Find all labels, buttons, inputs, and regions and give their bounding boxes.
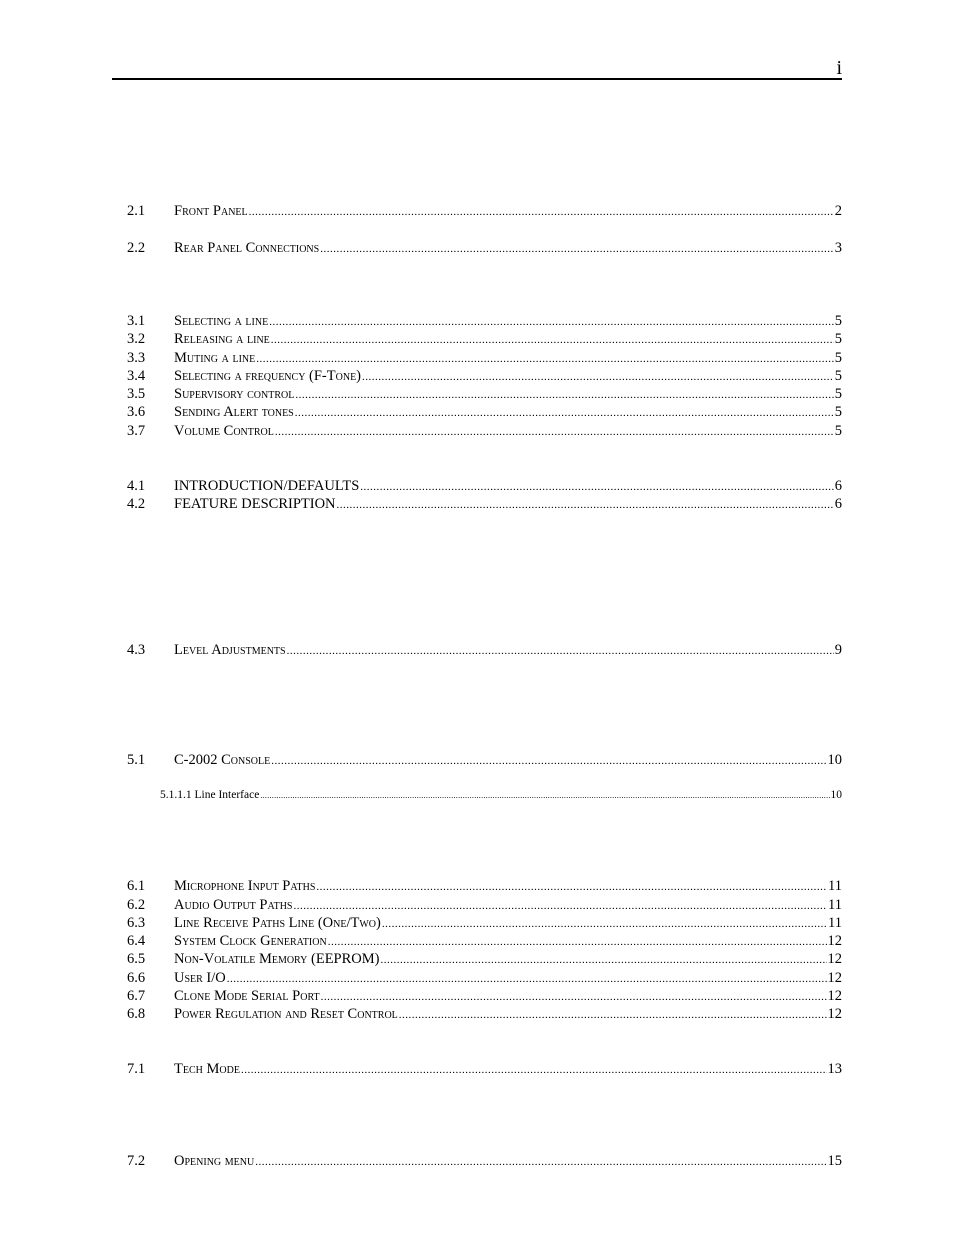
toc-entry-page: 5 [834,404,842,420]
toc-dot-leader [241,1061,827,1079]
toc-entry-page: 12 [827,970,842,986]
toc-entry-number: 4.3 [127,642,146,658]
toc-entry[interactable] [127,385,842,404]
toc-entry-page: 5 [834,386,842,402]
toc-dot-leader [271,752,826,770]
toc-entry-number: 6.5 [127,951,146,967]
toc-entry-title: Microphone Input Paths [174,878,316,894]
toc-entry-number: 3.5 [127,386,146,402]
toc-entry-title: Level Adjustments [174,642,286,658]
toc-entry-number: 6.2 [127,897,146,913]
toc-entry[interactable] [127,987,842,1006]
toc-entry-title: Power Regulation and Reset Control [174,1006,398,1022]
toc-entry-title: Tech Mode [174,1061,240,1077]
toc-entry[interactable] [127,1152,842,1171]
toc-entry-number: 3.2 [127,331,146,347]
toc-entry[interactable] [127,932,842,951]
toc-dot-leader [249,203,834,221]
toc-entry-title: Non-Volatile Memory (EEPROM) [174,951,380,967]
toc-entry-page: 13 [827,1061,842,1077]
toc-entry-number: 6.3 [127,915,146,931]
toc-entry-number: 5.1 [127,752,146,768]
toc-entry-number: 3.7 [127,423,146,439]
toc-entry-page: 5 [834,423,842,439]
toc-entry-number: 2.2 [127,240,146,256]
toc-entry-page: 12 [827,933,842,949]
toc-entry-page: 12 [827,988,842,1004]
toc-entry[interactable] [127,1060,842,1079]
toc-entry-title: INTRODUCTION/DEFAULTS [174,478,360,494]
toc-entry-number: 7.2 [127,1153,146,1169]
toc-dot-leader [362,368,834,386]
toc-entry-title: FEATURE DESCRIPTION [174,496,336,512]
toc-dot-leader [271,331,834,349]
toc-entry[interactable] [127,914,842,933]
toc-entry-page: 6 [834,496,842,512]
toc-entry-title: C-2002 Console [174,752,271,768]
toc-entry-page: 11 [828,897,842,913]
toc-entry[interactable] [127,641,842,660]
toc-entry-page: 10 [827,752,842,768]
toc-entry-page: 11 [828,878,842,894]
toc-entry-page: 5 [834,313,842,329]
toc-entry[interactable] [127,202,842,221]
toc-entry-number: 3.6 [127,404,146,420]
toc-entry-title: Volume Control [174,423,274,439]
toc-entry-page: 3 [834,240,842,256]
toc-entry-number: 6.1 [127,878,146,894]
toc-entry[interactable] [127,403,842,422]
toc-entry-page: 9 [834,642,842,658]
toc-entry-page: 6 [834,478,842,494]
toc-entry-number: 6.6 [127,970,146,986]
toc-entry-title: Rear Panel Connections [174,240,320,256]
toc-entry[interactable] [127,312,842,331]
toc-entry[interactable] [127,477,842,496]
header-rule [112,78,842,80]
toc-entry-title: Line Receive Paths Line (One/Two) [174,915,381,931]
toc-entry[interactable] [127,896,842,915]
toc-dot-leader [295,386,833,404]
toc-entry-number: 6.8 [127,1006,146,1022]
toc-entry[interactable] [127,422,842,441]
toc-dot-leader [337,496,834,514]
toc-dot-leader [316,878,827,896]
toc-dot-leader [269,313,834,331]
toc-dot-leader [287,642,834,660]
toc-dot-leader [360,478,833,496]
toc-dot-leader [320,240,834,258]
toc-entry[interactable] [127,330,842,349]
toc-entry-title: Selecting a frequency (F-Tone) [174,368,362,384]
toc-entry-title: Supervisory control [174,386,295,402]
toc-entry[interactable] [127,1005,842,1024]
toc-dot-leader [256,350,834,368]
toc-dot-leader [399,1006,827,1024]
toc-entry-number: 6.4 [127,933,146,949]
toc-entry[interactable] [127,367,842,386]
toc-entry[interactable] [127,239,842,258]
toc-entry[interactable] [160,788,842,803]
toc-dot-leader [295,404,834,422]
toc-entry-page: 5 [834,331,842,347]
toc-entry-number: 2.1 [127,203,146,219]
toc-dot-leader [321,988,827,1006]
toc-entry-title: Muting a line [174,350,256,366]
toc-entry[interactable] [127,969,842,988]
toc-entry-title: Selecting a line [174,313,269,329]
toc-entry-page: 15 [827,1153,842,1169]
toc-entry[interactable] [127,495,842,514]
toc-entry-title: 5.1.1.1 Line Interface [160,789,260,801]
toc-entry-page: 2 [834,203,842,219]
toc-entry-number: 3.3 [127,350,146,366]
toc-entry-number: 3.1 [127,313,146,329]
toc-dot-leader [382,915,827,933]
toc-entry-title: Front Panel [174,203,248,219]
toc-entry-number: 6.7 [127,988,146,1004]
page-number: i [836,57,842,79]
toc-entry-number: 4.1 [127,478,146,494]
toc-entry[interactable] [127,751,842,770]
toc-entry-number: 3.4 [127,368,146,384]
toc-dot-leader [275,423,834,441]
toc-dot-leader [381,951,827,969]
toc-entry-title: System Clock Generation [174,933,327,949]
toc-entry-number: 4.2 [127,496,146,512]
toc-entry-title: Audio Output Paths [174,897,293,913]
toc-dot-leader [260,789,829,803]
toc-entry-page: 12 [827,1006,842,1022]
toc-entry-title: Sending Alert tones [174,404,294,420]
toc-entry-page: 10 [830,789,842,801]
toc-entry[interactable] [127,950,842,969]
toc-entry-title: Opening menu [174,1153,255,1169]
toc-dot-leader [293,897,827,915]
toc-entry-title: Releasing a line [174,331,270,347]
toc-entry-page: 5 [834,368,842,384]
toc-dot-leader [255,1153,826,1171]
toc-entry-title: Clone Mode Serial Port [174,988,320,1004]
toc-entry[interactable] [127,349,842,368]
toc-entry-page: 5 [834,350,842,366]
toc-entry-page: 12 [827,951,842,967]
toc-entry-page: 11 [828,915,842,931]
toc-dot-leader [328,933,827,951]
toc-entry[interactable] [127,877,842,896]
toc-dot-leader [227,970,827,988]
toc-entry-number: 7.1 [127,1061,146,1077]
toc-entry-title: User I/O [174,970,226,986]
